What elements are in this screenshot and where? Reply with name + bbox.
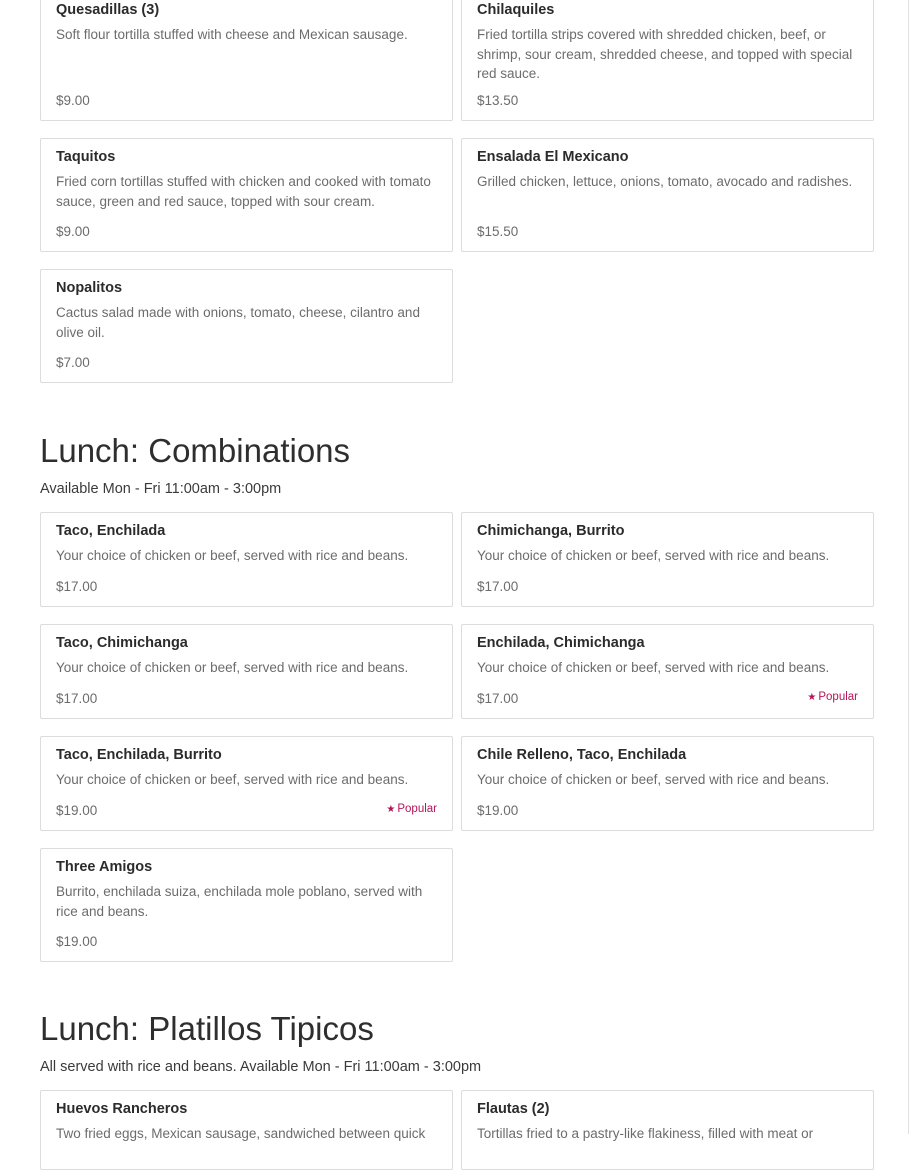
menu-item-price: $9.00 [56, 224, 90, 239]
menu-item-footer [56, 801, 437, 820]
section-subtitle: Available Mon - Fri 11:00am - 3:00pm [40, 481, 282, 497]
menu-grid-lunch-specials [40, 0, 874, 383]
menu-item-name: Chile Relleno, Taco, Enchilada [477, 747, 687, 763]
menu-item-description: Your choice of chicken or beef, served with rice and beans. [477, 660, 830, 675]
menu-item-price: $7.00 [56, 355, 90, 370]
menu-item-footer [56, 354, 437, 372]
menu-item-name: Huevos Rancheros [56, 1101, 188, 1117]
menu-item-card[interactable] [461, 138, 874, 252]
menu-item-footer [477, 689, 858, 708]
menu-grid-combinations [40, 512, 874, 962]
menu-item-card[interactable] [40, 848, 453, 962]
menu-item-card[interactable] [40, 1090, 453, 1170]
menu-item-card[interactable] [40, 736, 453, 831]
menu-item-footer [56, 690, 437, 708]
menu-item-description: Burrito, enchilada suiza, enchilada mole poblano, served with rice and beans. [56, 884, 423, 919]
menu-item-name: Chimichanga, Burrito [477, 523, 625, 539]
menu-item-name: Taquitos [56, 149, 116, 165]
menu-item-card[interactable] [461, 0, 874, 121]
menu-item-description: Cactus salad made with onions, tomato, cheese, cilantro and olive oil. [56, 305, 420, 340]
menu-item-card[interactable] [40, 624, 453, 719]
menu-item-description: Tortillas fried to a pastry-like flakiness, filled with meat or [477, 1126, 814, 1141]
page-right-edge [908, 0, 909, 1134]
menu-item-footer [477, 223, 858, 241]
menu-item-price: $9.00 [56, 93, 90, 108]
menu-item-price: $17.00 [56, 691, 98, 706]
section-title: Lunch: Combinations [40, 432, 351, 469]
menu-item-description: Your choice of chicken or beef, served with rice and beans. [56, 660, 409, 675]
star-icon: ★ [386, 804, 396, 815]
menu-item-price: $19.00 [56, 803, 98, 818]
menu-item-name: Quesadillas (3) [56, 2, 160, 18]
menu-item-name: Three Amigos [56, 859, 153, 875]
menu-item-footer [477, 92, 858, 110]
popular-badge [386, 801, 437, 818]
menu-item-card[interactable] [461, 736, 874, 831]
menu-page [40, 0, 874, 1170]
menu-item-price: $13.50 [477, 93, 519, 108]
menu-item-card[interactable] [40, 512, 453, 607]
menu-item-name: Taco, Enchilada, Burrito [56, 747, 222, 763]
section-lunch-combinations [40, 431, 874, 962]
menu-item-card[interactable] [461, 512, 874, 607]
menu-item-footer [56, 223, 437, 241]
menu-item-name: Chilaquiles [477, 2, 555, 18]
menu-item-price: $17.00 [477, 579, 519, 594]
section-title: Lunch: Platillos Tipicos [40, 1010, 374, 1047]
menu-item-card[interactable] [40, 0, 453, 121]
menu-item-price: $19.00 [477, 803, 519, 818]
menu-item-price: $19.00 [56, 934, 98, 949]
menu-grid-platillos [40, 1090, 874, 1170]
menu-item-footer [56, 578, 437, 596]
menu-item-card[interactable] [40, 269, 453, 383]
menu-item-footer [477, 578, 858, 596]
menu-item-name: Taco, Chimichanga [56, 635, 188, 651]
menu-item-price: $17.00 [477, 691, 519, 706]
star-icon: ★ [807, 692, 817, 703]
menu-item-description: Fried corn tortillas stuffed with chicken and cooked with tomato sauce, green and red sauce, topped with sour cream. [56, 174, 431, 209]
menu-item-description: Grilled chicken, lettuce, onions, tomato, avocado and radishes. [477, 174, 853, 189]
menu-item-description: Soft flour tortilla stuffed with cheese and Mexican sausage. [56, 27, 408, 42]
menu-item-card[interactable] [40, 138, 453, 252]
menu-item-name: Flautas (2) [477, 1101, 550, 1117]
menu-item-card[interactable] [461, 1090, 874, 1170]
section-subtitle: All served with rice and beans. Available Mon - Fri 11:00am - 3:00pm [40, 1059, 482, 1075]
menu-item-description: Fried tortilla strips covered with shredded chicken, beef, or shrimp, sour cream, shredded cheese, and topped with special red sauce. [477, 27, 853, 81]
menu-item-description: Your choice of chicken or beef, served with rice and beans. [56, 772, 409, 787]
menu-item-description: Two fried eggs, Mexican sausage, sandwiched between quick [56, 1126, 426, 1141]
menu-item-name: Taco, Enchilada [56, 523, 166, 539]
menu-item-description: Your choice of chicken or beef, served with rice and beans. [477, 772, 830, 787]
menu-item-name: Nopalitos [56, 280, 123, 296]
menu-item-footer [56, 933, 437, 951]
popular-badge [807, 689, 858, 706]
menu-item-name: Enchilada, Chimichanga [477, 635, 645, 651]
menu-item-price: $15.50 [477, 224, 519, 239]
popular-badge-label: Popular [397, 803, 437, 815]
section-lunch-platillos-tipicos [40, 1009, 874, 1170]
menu-item-card[interactable] [461, 624, 874, 719]
menu-item-footer [56, 92, 437, 110]
popular-badge-label: Popular [818, 691, 858, 703]
menu-item-description: Your choice of chicken or beef, served with rice and beans. [477, 548, 830, 563]
menu-item-price: $17.00 [56, 579, 98, 594]
menu-item-footer [477, 802, 858, 820]
menu-item-name: Ensalada El Mexicano [477, 149, 629, 165]
menu-item-description: Your choice of chicken or beef, served with rice and beans. [56, 548, 409, 563]
